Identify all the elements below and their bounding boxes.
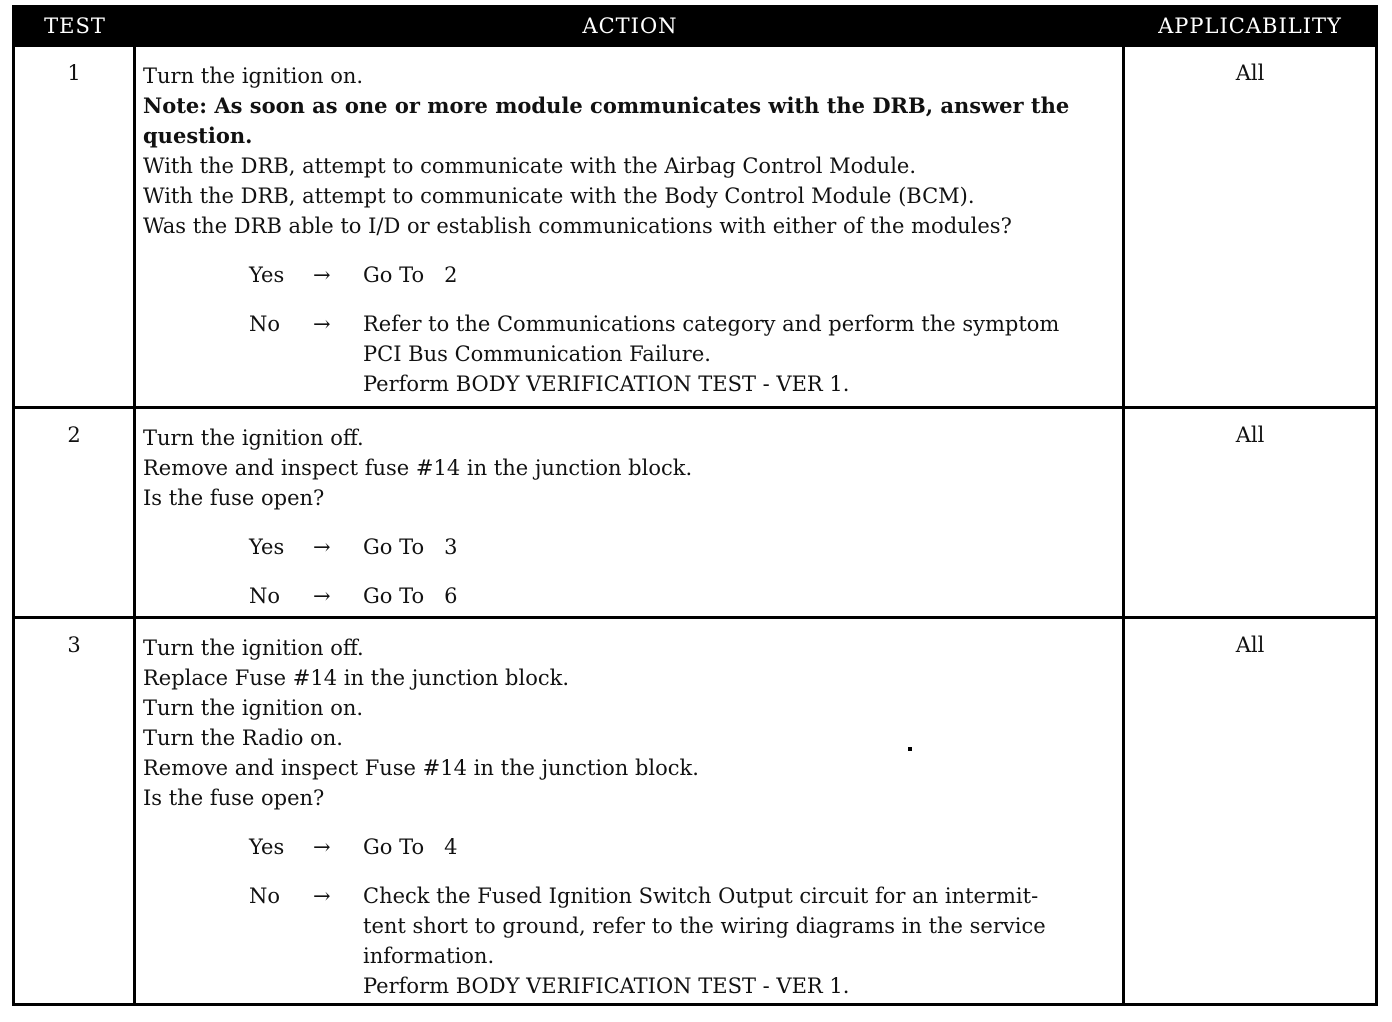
action-line: Replace Fuse #14 in the junction block. bbox=[143, 666, 570, 690]
arrow-right-icon: → bbox=[313, 835, 331, 859]
action-note: Note: As soon as one or more module communicates with the DRB, answer the question. bbox=[143, 93, 1070, 148]
yes-label: Yes bbox=[249, 535, 285, 559]
action-line: Turn the ignition on. bbox=[143, 64, 364, 88]
yes-goto: Go To 3 bbox=[363, 535, 458, 559]
action-line: Turn the ignition on. bbox=[143, 696, 364, 720]
header-test: TEST bbox=[44, 14, 106, 38]
table-header bbox=[15, 8, 1375, 47]
applicability-value: All bbox=[1235, 633, 1265, 657]
no-text-line: tent short to ground, refer to the wiring diagrams in the service bbox=[363, 914, 1046, 938]
no-text-line: Perform BODY VERIFICATION TEST - VER 1. bbox=[363, 974, 850, 998]
action-line: Is the fuse open? bbox=[143, 486, 325, 510]
table-row-test-3 bbox=[15, 619, 1375, 1003]
action-line: Was the DRB able to I/D or establish communications with either of the modules? bbox=[143, 214, 1012, 238]
yes-response bbox=[143, 832, 1118, 862]
no-text-line: Check the Fused Ignition Switch Output circuit for an intermit- bbox=[363, 884, 1039, 908]
table-row-test-2 bbox=[15, 409, 1375, 619]
action-line: Is the fuse open? bbox=[143, 786, 325, 810]
test-number: 3 bbox=[67, 633, 81, 657]
action-line: With the DRB, attempt to communicate with the Airbag Control Module. bbox=[143, 154, 917, 178]
applicability-value: All bbox=[1235, 423, 1265, 447]
action-line: Turn the ignition off. bbox=[143, 426, 364, 450]
yes-response bbox=[143, 260, 1118, 290]
action-line: With the DRB, attempt to communicate with the Body Control Module (BCM). bbox=[143, 184, 975, 208]
yes-label: Yes bbox=[249, 835, 285, 859]
no-text-line: Perform BODY VERIFICATION TEST - VER 1. bbox=[363, 372, 850, 396]
no-label: No bbox=[249, 884, 281, 908]
no-response bbox=[143, 881, 1118, 1001]
column-divider bbox=[133, 619, 136, 1003]
action-line: Turn the Radio on. bbox=[143, 726, 343, 750]
arrow-right-icon: → bbox=[313, 263, 331, 287]
action-line: Turn the ignition off. bbox=[143, 636, 364, 660]
test-number: 2 bbox=[67, 423, 81, 447]
no-text-line: information. bbox=[363, 944, 495, 968]
test-number: 1 bbox=[67, 61, 81, 85]
arrow-right-icon: → bbox=[313, 584, 331, 608]
applicability-value: All bbox=[1235, 61, 1265, 85]
diagnostic-table bbox=[12, 5, 1378, 1006]
arrow-right-icon: → bbox=[313, 884, 331, 908]
header-action: ACTION bbox=[582, 14, 678, 38]
header-applicability: APPLICABILITY bbox=[1158, 14, 1342, 38]
yes-label: Yes bbox=[249, 263, 285, 287]
action-cell bbox=[143, 61, 1118, 399]
no-response bbox=[143, 309, 1118, 399]
column-divider bbox=[133, 47, 136, 406]
table-row-test-1 bbox=[15, 47, 1375, 409]
arrow-right-icon: → bbox=[313, 312, 331, 336]
no-label: No bbox=[249, 584, 281, 608]
no-response bbox=[143, 581, 1118, 611]
scan-speck bbox=[908, 747, 912, 751]
yes-goto: Go To 2 bbox=[363, 263, 458, 287]
arrow-right-icon: → bbox=[313, 535, 331, 559]
action-cell bbox=[143, 423, 1118, 611]
no-text-line: Refer to the Communications category and perform the symptom bbox=[363, 312, 1060, 336]
column-divider bbox=[133, 409, 136, 616]
no-instructions bbox=[363, 309, 1123, 399]
yes-goto: Go To 4 bbox=[363, 835, 458, 859]
yes-response bbox=[143, 532, 1118, 562]
no-label: No bbox=[249, 312, 281, 336]
no-text-line: PCI Bus Communication Failure. bbox=[363, 342, 711, 366]
no-goto: Go To 6 bbox=[363, 584, 458, 608]
action-line: Remove and inspect Fuse #14 in the junction block. bbox=[143, 756, 699, 780]
no-instructions bbox=[363, 881, 1123, 1001]
action-line: Remove and inspect fuse #14 in the junction block. bbox=[143, 456, 693, 480]
action-cell bbox=[143, 633, 1118, 1001]
